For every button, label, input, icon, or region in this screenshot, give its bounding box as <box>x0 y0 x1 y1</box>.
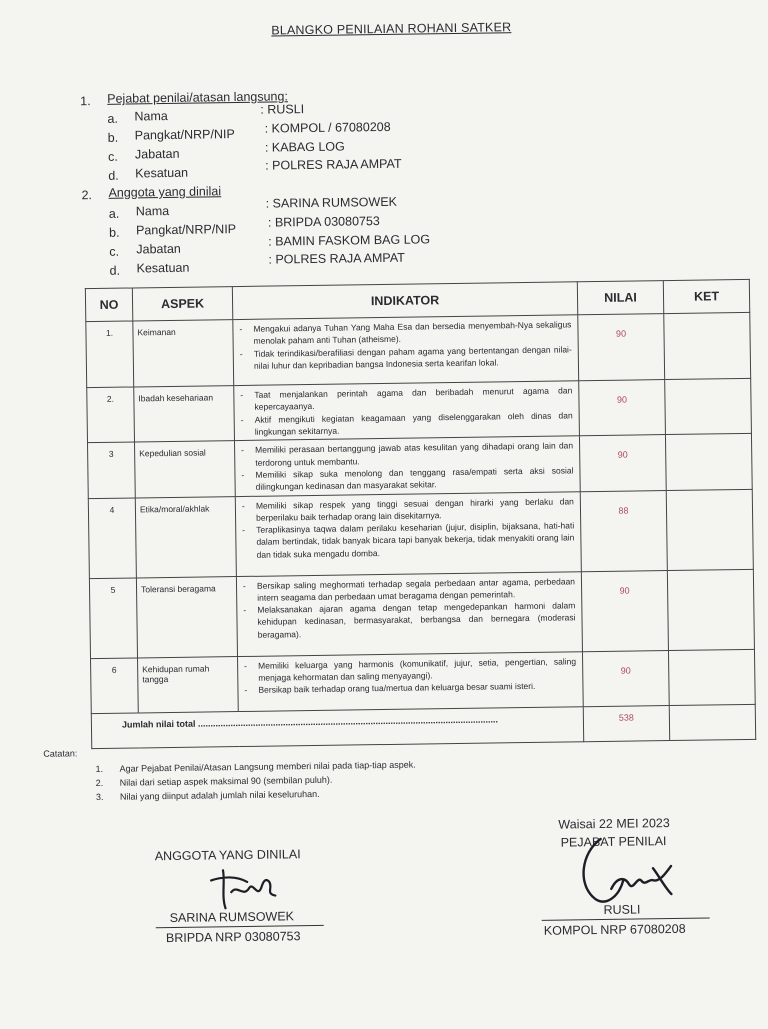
note-number: 1. <box>95 763 104 775</box>
right-place-date: Waisai 22 MEI 2023 <box>558 816 670 832</box>
s2-label-pangkat: Pangkat/NRP/NIP <box>135 222 237 238</box>
s2-letter-d: d. <box>109 263 121 278</box>
notes-heading: Catatan: <box>43 748 78 759</box>
indikator-item: - Tidak terindikasi/berafiliasi dengan paham agama yang bertentangan dengan nilai-nilai luhur dan kepribadian bangsa Indonesia serta kearifan lokal. <box>254 343 572 372</box>
right-signature-icon <box>566 828 687 910</box>
left-signer-name: SARINA RUMSOWEK <box>169 909 295 926</box>
left-signer-rank: BRIPDA NRP 03080753 <box>165 929 301 946</box>
row-indikator <box>237 651 583 711</box>
s2-letter-b: b. <box>108 225 120 240</box>
table-row <box>89 569 754 658</box>
s2-letter-a: a. <box>108 206 120 221</box>
row-nilai: 90 <box>579 435 666 491</box>
row-aspek: Kehidupan rumah tangga <box>138 656 239 712</box>
header-aspek: ASPEK <box>132 287 232 321</box>
row-indikator <box>234 381 580 441</box>
s1-value-nama: : RUSLI <box>260 102 305 117</box>
s1-value-pangkat: : KOMPOL / 67080208 <box>264 119 391 136</box>
row-ket <box>666 489 753 570</box>
row-ket <box>665 378 752 434</box>
total-ket <box>669 704 755 740</box>
total-value: 538 <box>583 705 669 741</box>
s1-letter-c: c. <box>107 149 118 164</box>
note-number: 3. <box>95 791 104 803</box>
row-nilai: 90 <box>578 314 665 381</box>
row-ket <box>664 312 751 379</box>
right-signer-underline <box>542 917 710 920</box>
row-no: 4 <box>88 497 136 578</box>
section2-number: 2. <box>81 188 93 203</box>
total-label: Jumlah nilai total ........................................................................................................................ <box>91 706 583 748</box>
indikator-item: - Mengakui adanya Tuhan Yang Maha Esa dan bersedia menyembah-Nya sekaligus menolak paham anti Tuhan (atheisme). <box>253 318 571 347</box>
table-row <box>88 489 753 578</box>
row-no: 5 <box>89 577 137 658</box>
table-row <box>88 434 753 499</box>
indikator-item: - Taat menjalankan perintah agama dan beribadah menurut agama dan kepercayaanya. <box>254 384 572 413</box>
s1-letter-a: a. <box>107 111 119 126</box>
left-signature-icon <box>203 861 294 912</box>
s1-letter-d: d. <box>108 168 119 183</box>
indikator-item: - Melaksanakan ajaran agama dengan tetap mengedepankan harmoni dalam kehidupan kedinasan, bermasyarakat, berbangsa dan bernegara (moderasi beragama). <box>257 599 575 640</box>
s1-label-kesatuan: Kesatuan <box>135 165 189 181</box>
row-no: 6 <box>91 657 139 713</box>
row-ket <box>668 649 755 705</box>
row-aspek: Keimanan <box>133 320 234 387</box>
indikator-item: - Bersikap saling meghormati terhadap segala perbedaan antar agama, perbedaan intern seagama dan perbedaan umat beragama dengan pemerintah. <box>257 575 575 604</box>
s1-label-nama: Nama <box>134 108 168 124</box>
s2-label-kesatuan: Kesatuan <box>136 260 190 276</box>
row-no: 2. <box>87 387 135 443</box>
indikator-item: - Memiliki sikap respek yang tinggi sesuai dengan hirarki yang berlaku dan berperilaku baik terhadap orang lain disekitarnya. <box>256 495 574 524</box>
row-nilai: 90 <box>581 570 668 651</box>
indikator-item: - Bersikap baik terhadap orang tua/mertua dan keluarga besar suami isteri. <box>258 679 576 696</box>
header-nilai: NILAI <box>577 281 663 315</box>
row-ket <box>667 569 754 650</box>
s2-label-nama: Nama <box>135 203 170 219</box>
note-number: 2. <box>95 777 104 789</box>
indikator-item: - Memiliki sikap suka menolong dan tenggang rasa/empati serta aksi sosial dilingkungan kedinasan dan masyarakat sekitar. <box>255 464 573 493</box>
table-row <box>91 649 756 713</box>
note-text: Agar Pejabat Penilai/Atasan Langsung memberi nilai pada tiap-tiap aspek. <box>119 759 416 774</box>
header-ket: KET <box>663 279 749 313</box>
section1-heading: Pejabat penilai/atasan langsung: <box>107 89 288 106</box>
left-signer-underline <box>156 925 324 928</box>
s2-label-jabatan: Jabatan <box>136 241 181 257</box>
row-nilai: 90 <box>582 650 669 706</box>
indikator-item: - Memiliki keluarga yang harmonis (komunikatif, jujur, setia, pengertian, saling menjaga kehormatan dan saling menyayangi). <box>258 655 576 684</box>
right-signer-name: RUSLI <box>603 902 641 917</box>
left-signer-role: ANGGOTA YANG DINILAI <box>154 847 301 864</box>
s1-value-kesatuan: : POLRES RAJA AMPAT <box>265 156 402 173</box>
row-nilai: 88 <box>580 490 667 571</box>
row-indikator <box>233 315 579 386</box>
s1-label-jabatan: Jabatan <box>134 146 180 162</box>
indikator-item: - Memiliki perasaan bertanggung jawab atas kesulitan yang dihadapi orang lain dan terdorong untuk membantu. <box>255 440 573 469</box>
row-nilai: 90 <box>579 380 666 436</box>
row-no: 1. <box>86 321 134 388</box>
s1-letter-b: b. <box>107 130 119 145</box>
s2-letter-c: c. <box>109 244 120 259</box>
right-signer-role: PEJABAT PENILAI <box>560 834 667 850</box>
document-title: BLANGKO PENILAIAN ROHANI SATKER <box>271 20 512 38</box>
section2-heading: Anggota yang dinilai <box>108 184 222 200</box>
s1-label-pangkat: Pangkat/NRP/NIP <box>134 127 235 143</box>
s1-value-jabatan: : KABAG LOG <box>264 139 345 155</box>
note-text: Nilai yang diinput adalah jumlah nilai keseluruhan. <box>119 788 320 802</box>
s2-value-nama: : SARINA RUMSOWEK <box>265 194 398 211</box>
section1-number: 1. <box>80 94 91 109</box>
row-aspek: Kepedulian sosial <box>135 441 236 498</box>
s2-value-pangkat: : BRIPDA 03080753 <box>267 214 380 230</box>
right-signer-rank: KOMPOL NRP 67080208 <box>543 921 686 938</box>
row-ket <box>665 434 752 490</box>
row-indikator <box>234 436 580 496</box>
table-row <box>87 378 752 443</box>
header-no: NO <box>85 288 132 322</box>
assessment-table <box>85 279 756 749</box>
table-row <box>86 312 751 387</box>
row-indikator <box>236 571 582 656</box>
row-aspek: Ibadah kesehariaan <box>134 386 235 443</box>
header-indikator: INDIKATOR <box>232 282 577 320</box>
indikator-item: - Teraplikasinya taqwa dalam perilaku keseharian (jujur, disiplin, bijaksana, hati-hati dalam bertindak, tidak banyak bicara tapi banyak bekerja, tidak menyakiti orang lain dan tidak suka mengadu domba. <box>256 519 574 560</box>
s2-value-kesatuan: : POLRES RAJA AMPAT <box>268 250 405 267</box>
row-indikator <box>235 491 581 576</box>
row-aspek: Toleransi beragama <box>136 576 237 657</box>
s2-value-jabatan: : BAMIN FASKOM BAG LOG <box>268 232 431 249</box>
note-text: Nilai dari setiap aspek maksimal 90 (sembilan puluh). <box>119 774 333 788</box>
row-no: 3 <box>88 442 136 498</box>
indikator-item: - Aktif mengikuti kegiatan keagamaan yang diselenggarakan oleh dinas dan lingkungan sekitarnya. <box>255 409 573 438</box>
row-aspek: Etika/moral/akhlak <box>135 496 236 577</box>
